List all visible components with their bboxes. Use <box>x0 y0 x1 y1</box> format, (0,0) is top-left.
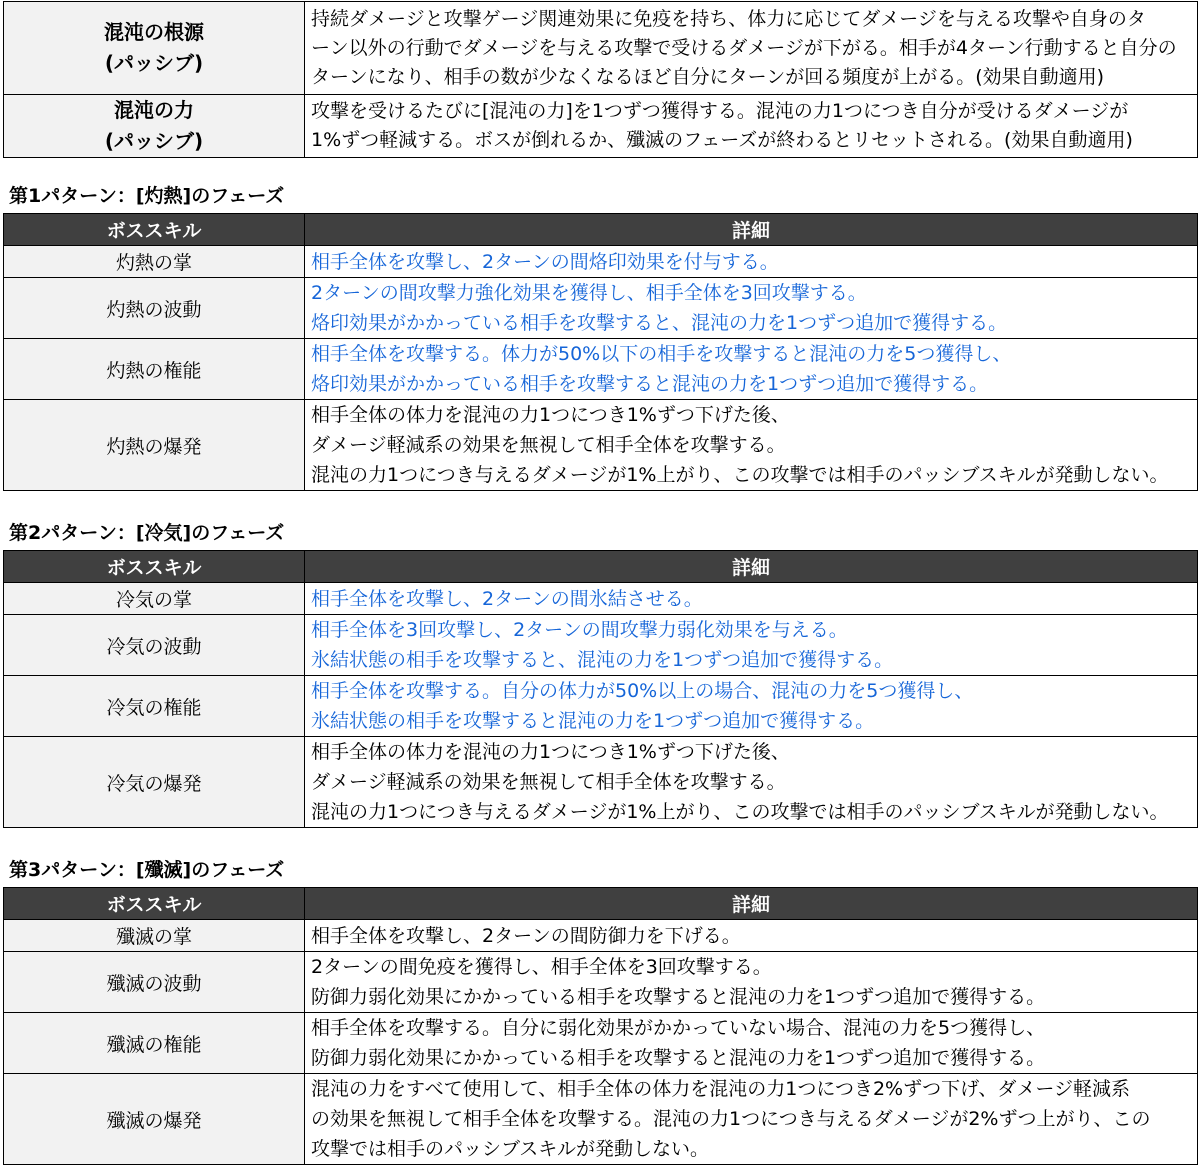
phase-title: 第2パターン：[冷気]のフェーズ <box>9 522 285 544</box>
skill-detail <box>305 278 1198 339</box>
skill-detail <box>305 1074 1198 1165</box>
skill-detail <box>305 615 1198 676</box>
skill-name: 殲滅の掌 <box>4 920 305 952</box>
column-header-skill: ボススキル <box>4 214 305 246</box>
skill-name: 灼熱の爆発 <box>4 400 305 491</box>
passive-name-line: 混沌の力 <box>114 98 194 122</box>
passive-description-line: ーン以外の行動でダメージを与える攻撃で受けるダメージが下がる。相手が4ターン行動すると自分の <box>311 36 1177 59</box>
skill-name: 殲滅の爆発 <box>4 1074 305 1165</box>
column-header-detail: 詳細 <box>305 551 1198 583</box>
skill-row <box>4 676 1198 737</box>
skill-row <box>4 737 1198 828</box>
skill-row <box>4 1074 1198 1165</box>
skill-detail-line: 混沌の力をすべて使用して、相手全体の体力を混沌の力1つにつき2%ずつ下げ、ダメージ軽減系 <box>311 1078 1130 1100</box>
skill-name: 灼熱の権能 <box>4 339 305 400</box>
skill-detail-line: 2ターンの間免疫を獲得し、相手全体を3回攻撃する。 <box>311 956 772 978</box>
skill-row <box>4 920 1198 952</box>
skill-detail-line: 相手全体を攻撃し、2ターンの間烙印効果を付与する。 <box>311 250 779 273</box>
table-header-row <box>4 551 1198 583</box>
skill-name: 灼熱の掌 <box>4 246 305 278</box>
skill-name: 冷気の爆発 <box>4 737 305 828</box>
skill-detail <box>305 676 1198 737</box>
passive-name <box>4 2 305 95</box>
skill-detail-line: ダメージ軽減系の効果を無視して相手全体を攻撃する。 <box>311 771 786 793</box>
skill-name: 殲滅の権能 <box>4 1013 305 1074</box>
skill-row <box>4 278 1198 339</box>
passive-description-line: 攻撃を受けるたびに[混沌の力]を1つずつ獲得する。混沌の力1つにつき自分が受けるダメージが <box>311 100 1129 122</box>
skill-name: 冷気の波動 <box>4 615 305 676</box>
phase-title: 第3パターン：[殲滅]のフェーズ <box>9 859 285 881</box>
skill-row <box>4 615 1198 676</box>
skill-detail-line: 相手全体を3回攻撃し、2ターンの間攻撃力弱化効果を与える。 <box>311 619 848 641</box>
passive-description <box>305 2 1198 95</box>
passive-row <box>4 95 1198 158</box>
skill-detail <box>305 400 1198 491</box>
skill-detail-line: 相手全体の体力を混沌の力1つにつき1%ずつ下げた後、 <box>311 404 790 426</box>
skill-detail <box>305 737 1198 828</box>
passive-name-line: 混沌の根源 <box>104 20 204 44</box>
skill-detail-line: 氷結状態の相手を攻撃すると混沌の力を1つずつ追加で獲得する。 <box>311 710 875 732</box>
table-header-row <box>4 888 1198 920</box>
passive-description <box>305 95 1198 158</box>
skill-row <box>4 583 1198 615</box>
passive-skills-table <box>3 1 1198 158</box>
column-header-skill: ボススキル <box>4 551 305 583</box>
skill-name: 冷気の掌 <box>4 583 305 615</box>
skill-detail-line: の効果を無視して相手全体を攻撃する。混沌の力1つにつき与えるダメージが2%ずつ上がり、この <box>311 1108 1151 1130</box>
skill-row <box>4 339 1198 400</box>
skill-name: 冷気の権能 <box>4 676 305 737</box>
skill-detail-line: 相手全体を攻撃する。体力が50%以下の相手を攻撃すると混沌の力を5つ獲得し、 <box>311 343 1012 365</box>
skill-detail <box>305 583 1198 615</box>
skill-name: 灼熱の波動 <box>4 278 305 339</box>
table-header-row <box>4 214 1198 246</box>
phase-title: 第1パターン：[灼熱]のフェーズ <box>9 185 285 207</box>
passive-name-line: (パッシブ) <box>104 129 204 153</box>
passive-description-line: 持続ダメージと攻撃ゲージ関連効果に免疫を持ち、体力に応じてダメージを与える攻撃や自身のタ <box>311 7 1146 30</box>
skill-row <box>4 952 1198 1013</box>
skill-detail-line: 相手全体を攻撃し、2ターンの間防御力を下げる。 <box>311 924 741 947</box>
passive-name-line: (パッシブ) <box>104 51 204 75</box>
skill-detail-line: 2ターンの間攻撃力強化効果を獲得し、相手全体を3回攻撃する。 <box>311 282 867 304</box>
column-header-skill: ボススキル <box>4 888 305 920</box>
phase-skills-table <box>3 213 1198 491</box>
skill-detail <box>305 920 1198 952</box>
passive-row <box>4 2 1198 95</box>
phase-skills-table <box>3 550 1198 828</box>
passive-description-line: ターンになり、相手の数が少なくなるほど自分にターンが回る頻度が上がる。(効果自動適用) <box>311 65 1105 88</box>
skill-detail-line: 防御力弱化効果にかかっている相手を攻撃すると混沌の力を1つずつ追加で獲得する。 <box>311 986 1046 1008</box>
skill-detail-line: 烙印効果がかかっている相手を攻撃すると混沌の力を1つずつ追加で獲得する。 <box>311 373 989 395</box>
skill-detail-line: 氷結状態の相手を攻撃すると、混沌の力を1つずつ追加で獲得する。 <box>311 649 894 671</box>
column-header-detail: 詳細 <box>305 214 1198 246</box>
skill-row <box>4 1013 1198 1074</box>
skill-detail-line: 相手全体を攻撃する。自分に弱化効果がかかっていない場合、混沌の力を5つ獲得し、 <box>311 1017 1046 1039</box>
skill-row <box>4 400 1198 491</box>
skill-row <box>4 246 1198 278</box>
skill-detail <box>305 246 1198 278</box>
skill-detail-line: ダメージ軽減系の効果を無視して相手全体を攻撃する。 <box>311 434 786 456</box>
skill-detail-line: 相手全体の体力を混沌の力1つにつき1%ずつ下げた後、 <box>311 741 790 763</box>
skill-detail-line: 防御力弱化効果にかかっている相手を攻撃すると混沌の力を1つずつ追加で獲得する。 <box>311 1047 1046 1069</box>
phase-skills-table <box>3 887 1198 1165</box>
skill-detail-line: 烙印効果がかかっている相手を攻撃すると、混沌の力を1つずつ追加で獲得する。 <box>311 312 1008 334</box>
skill-detail-line: 混沌の力1つにつき与えるダメージが1%上がり、この攻撃では相手のパッシブスキルが発動しない。 <box>311 464 1169 486</box>
column-header-detail: 詳細 <box>305 888 1198 920</box>
skill-detail <box>305 339 1198 400</box>
skill-detail-line: 混沌の力1つにつき与えるダメージが1%上がり、この攻撃では相手のパッシブスキルが発動しない。 <box>311 801 1169 823</box>
passive-name <box>4 95 305 158</box>
skill-detail <box>305 1013 1198 1074</box>
skill-detail-line: 相手全体を攻撃する。自分の体力が50%以上の場合、混沌の力を5つ獲得し、 <box>311 680 974 702</box>
passive-description-line: 1%ずつ軽減する。ボスが倒れるか、殲滅のフェーズが終わるとリセットされる。(効果自動適用) <box>311 129 1133 151</box>
skill-detail <box>305 952 1198 1013</box>
skill-name: 殲滅の波動 <box>4 952 305 1013</box>
skill-detail-line: 相手全体を攻撃し、2ターンの間氷結させる。 <box>311 587 703 610</box>
skill-detail-line: 攻撃では相手のパッシブスキルが発動しない。 <box>311 1138 710 1160</box>
